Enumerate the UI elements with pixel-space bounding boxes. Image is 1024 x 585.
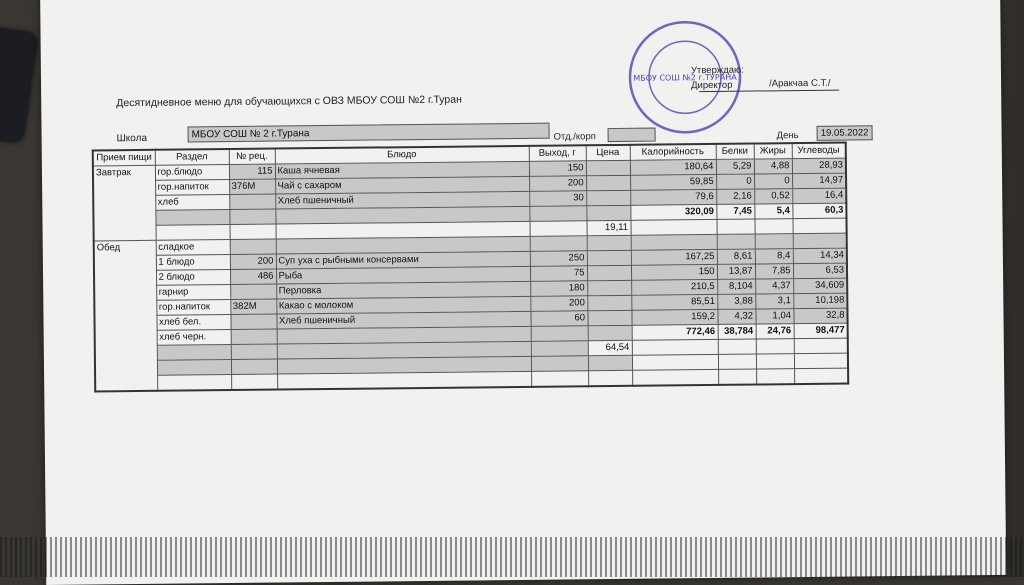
day-label: День — [776, 130, 799, 142]
lunch-price: 64,54 — [588, 340, 632, 355]
document-title: Десятидневное меню для обучающихся с ОВЗ МБОУ СОШ №2 г.Туран — [116, 93, 462, 110]
department-value — [608, 128, 656, 143]
photo-shadow — [0, 537, 1024, 577]
cell-section: гор.напиток — [156, 300, 230, 316]
cell-fat: 0,52 — [754, 189, 792, 204]
cell-recipe — [229, 194, 275, 209]
cell-protein: 4,32 — [717, 309, 755, 324]
cell-output: 150 — [529, 161, 586, 177]
cell-carbs: 14,97 — [792, 173, 846, 189]
cell-section: гор.блюдо — [155, 165, 229, 181]
cell-dish: Какао с молоком — [276, 296, 530, 314]
cell-section: хлеб черн. — [157, 330, 231, 346]
cell-recipe: 376М — [229, 179, 275, 194]
cell-dish: Хлеб пшеничный — [275, 191, 529, 209]
cell-output: 200 — [530, 296, 587, 312]
breakfast-total-protein: 7,45 — [716, 204, 754, 219]
cell-calories: 150 — [631, 264, 717, 280]
cell-output: 180 — [530, 281, 587, 297]
school-value: МБОУ СОШ № 2 г.Турана — [187, 123, 549, 143]
menu-sheet — [40, 0, 1006, 585]
signature-line — [699, 90, 839, 92]
meal-lunch: Обед — [94, 240, 158, 391]
cell-carbs: 14,34 — [793, 248, 847, 264]
header-fat: Жиры — [754, 143, 792, 159]
approver-name: /Аракчаа С.Т./ — [769, 77, 831, 90]
lunch-total-calories: 772,46 — [632, 324, 718, 340]
cell-carbs: 28,93 — [792, 158, 846, 174]
header-output: Выход, г — [529, 145, 586, 161]
cell-price — [586, 175, 630, 190]
meal-breakfast: Завтрак — [93, 165, 156, 241]
breakfast-total-fat: 5,4 — [754, 204, 792, 219]
lunch-total-fat: 24,76 — [756, 324, 794, 339]
breakfast-total-carbs: 60,3 — [792, 203, 846, 219]
cell-fat: 0 — [754, 174, 792, 189]
approve-position: Директор — [691, 79, 733, 92]
cell-recipe: 115 — [229, 164, 275, 179]
header-dish: Блюдо — [275, 146, 529, 164]
breakfast-price: 19,11 — [586, 220, 630, 235]
cell-protein: 5,29 — [716, 159, 754, 174]
cell-output: 30 — [529, 191, 586, 207]
department-label: Отд./корп — [553, 131, 596, 143]
header-price: Цена — [586, 145, 630, 161]
lunch-total-protein: 38,784 — [718, 324, 756, 339]
cell-carbs: 10,198 — [793, 293, 847, 309]
cell-carbs: 34,609 — [793, 278, 847, 294]
cell-dish: Суп уха с рыбными консервами — [276, 251, 530, 269]
cell-dish: Чай с сахаром — [275, 176, 529, 194]
cell-calories: 180,64 — [630, 159, 716, 175]
cell-section: гарнир — [156, 285, 230, 301]
cell-output: 75 — [530, 266, 587, 282]
cell-carbs: 16,4 — [792, 188, 846, 204]
cell-recipe — [230, 314, 276, 329]
cell-recipe: 486 — [230, 269, 276, 284]
cell-section: 2 блюдо — [156, 270, 230, 286]
header-meal: Прием пищи — [93, 150, 155, 166]
cell-section: гор.напиток — [155, 180, 229, 196]
cell-calories: 79,6 — [630, 189, 716, 205]
approve-label: Утверждаю: — [690, 64, 744, 77]
cell-dish: Перловка — [276, 281, 530, 299]
cell-price — [586, 160, 630, 175]
cell-calories: 59,85 — [630, 174, 716, 190]
cell-protein: 0 — [716, 174, 754, 189]
menu-table — [92, 142, 850, 393]
approval-block — [691, 63, 744, 94]
stamp-center-text: МБОУ СОШ №2 г.ТУРАНА — [633, 72, 737, 83]
breakfast-total-calories: 320,09 — [630, 204, 716, 220]
header-recipe: № рец. — [229, 149, 275, 165]
cell-protein: 2,16 — [716, 189, 754, 204]
cell-section: 1 блюдо — [156, 255, 230, 271]
cell-carbs: 6,53 — [793, 263, 847, 279]
school-label: Школа — [116, 132, 148, 145]
cell-fat: 4,37 — [755, 279, 793, 294]
cell-dish: Каша ячневая — [275, 161, 529, 179]
cell-protein: 8,61 — [717, 249, 755, 264]
day-value: 19.05.2022 — [817, 125, 873, 141]
cell-calories: 159,2 — [631, 309, 717, 325]
cell-dish: Хлеб пшеничный — [276, 311, 530, 329]
cell-fat: 8,4 — [755, 249, 793, 264]
cell-output: 250 — [530, 251, 587, 267]
header-carbs: Углеводы — [792, 143, 846, 159]
cell-protein: 3,88 — [717, 294, 755, 309]
cell-calories: 167,25 — [631, 249, 717, 265]
cell-calories: 85,51 — [631, 294, 717, 310]
cell-recipe — [230, 284, 276, 299]
lunch-total-carbs: 98,477 — [794, 323, 848, 339]
cell-protein: 8,104 — [717, 279, 755, 294]
cell-carbs: 32,8 — [793, 308, 847, 324]
cell-calories: 210,5 — [631, 279, 717, 295]
header-protein: Белки — [716, 144, 754, 160]
cell-recipe: 200 — [230, 254, 276, 269]
cell-dish: Рыба — [276, 266, 530, 284]
cell-fat: 4,88 — [754, 159, 792, 174]
cell-output: 200 — [529, 176, 586, 192]
cell-fat: 3,1 — [755, 294, 793, 309]
header-section: Раздел — [155, 149, 229, 165]
cell-section: сладкое — [156, 240, 230, 256]
phone-object — [0, 27, 37, 143]
header-calories: Калорийность — [630, 144, 716, 160]
cell-output: 60 — [530, 311, 587, 327]
cell-section: хлеб — [155, 195, 229, 211]
cell-fat: 1,04 — [755, 309, 793, 324]
cell-protein: 13,87 — [717, 264, 755, 279]
cell-recipe: 382М — [230, 299, 276, 314]
cell-fat: 7,85 — [755, 264, 793, 279]
cell-price — [586, 190, 630, 205]
cell-section: хлеб бел. — [156, 315, 230, 331]
